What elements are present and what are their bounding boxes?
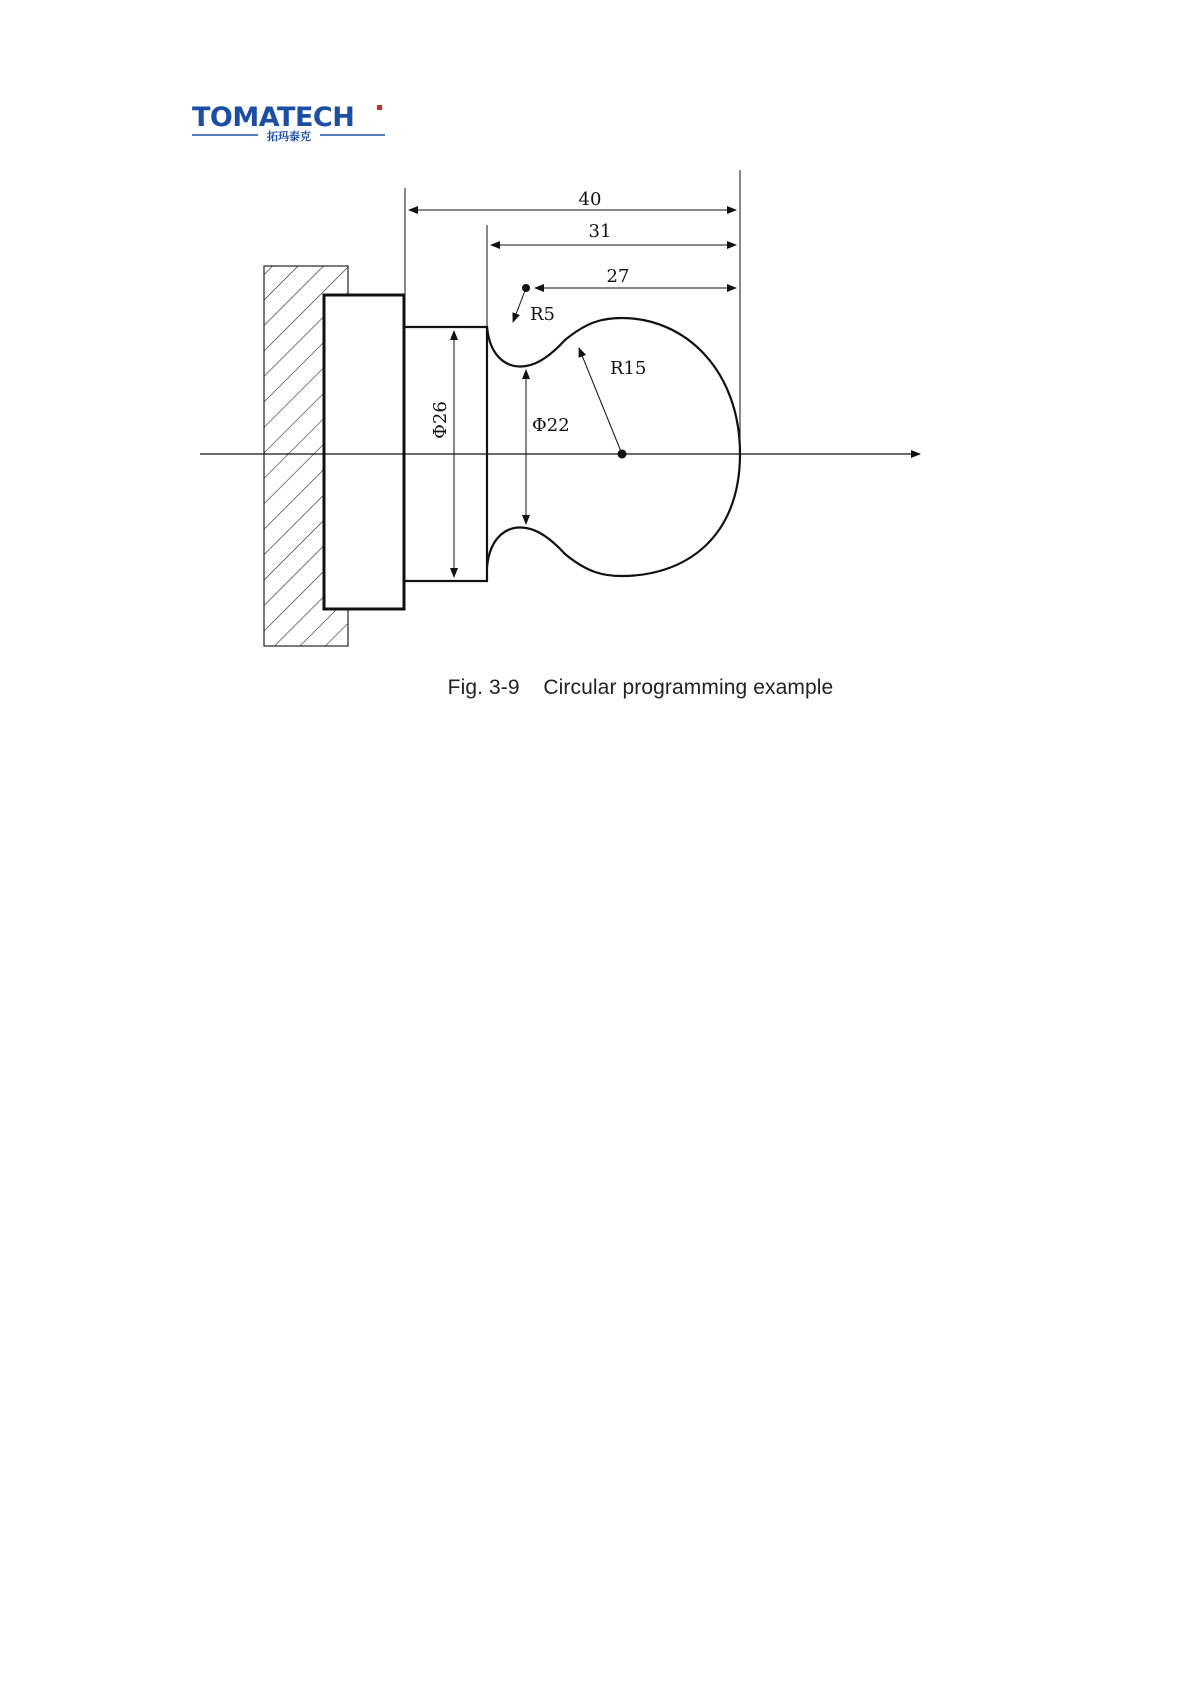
diameter-label-phi26: Φ26	[430, 401, 451, 439]
dimension-label-40: 40	[578, 189, 602, 210]
r5-leader-line	[513, 288, 526, 322]
logo-accent-dot	[377, 105, 382, 110]
logo-wordmark: TOMATECH	[192, 102, 355, 133]
radius-label-r5: R5	[530, 304, 556, 325]
figure-caption: Fig. 3-9 Circular programming example	[447, 676, 834, 699]
radius-label-r15: R15	[610, 358, 647, 379]
ball-and-groove-profile	[487, 318, 740, 576]
tomatech-logo	[192, 98, 392, 142]
dimension-label-27: 27	[606, 266, 630, 287]
lathe-part-drawing	[190, 170, 950, 650]
diameter-label-phi22: Φ22	[532, 415, 570, 436]
dimension-label-31: 31	[588, 221, 612, 242]
flange-body	[324, 295, 404, 609]
logo-chinese-subtitle: 拓玛泰克	[267, 130, 311, 142]
